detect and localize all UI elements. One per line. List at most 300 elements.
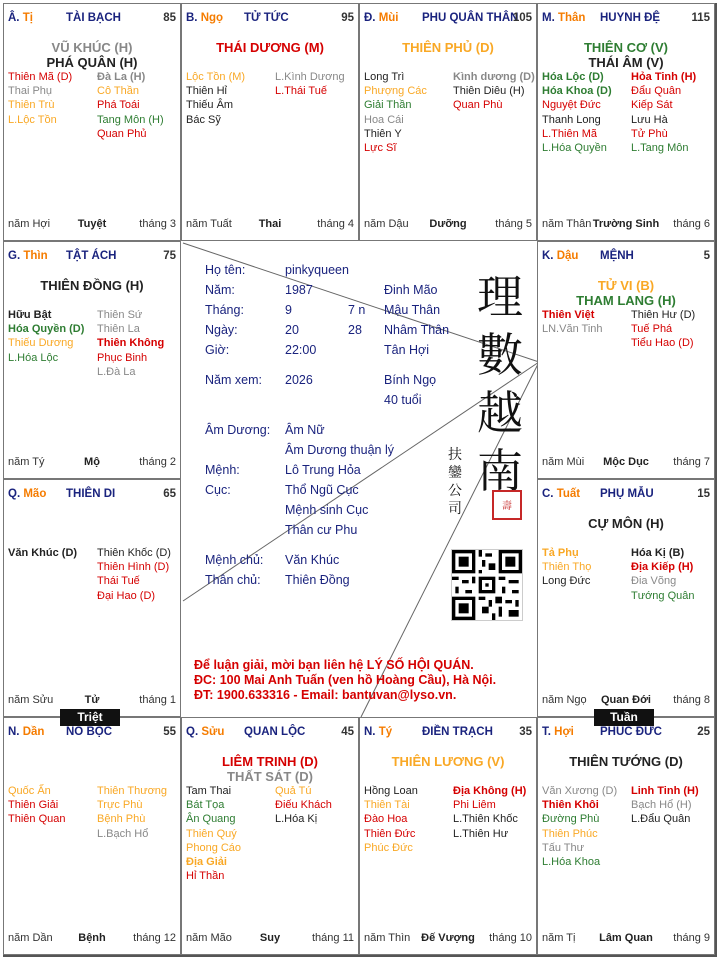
palace-month: tháng 11 bbox=[311, 932, 354, 944]
minor-star: Thanh Long bbox=[542, 113, 601, 126]
palace-dan[interactable] bbox=[3, 717, 181, 955]
minor-stars-left bbox=[542, 784, 617, 869]
minor-stars-right bbox=[453, 784, 526, 841]
view-year-label: Năm xem: bbox=[205, 373, 262, 387]
contact-address: ĐC: 100 Mai Anh Tuấn (ven hồ Hoàng Cầu), Hà Nội. bbox=[194, 673, 497, 687]
minor-star: L.Đà La bbox=[97, 365, 136, 378]
minor-star: Quan Phù bbox=[453, 99, 503, 112]
contact-line-1: Để luận giải, mời bạn liên hệ LÝ SỐ HỘI QUÁN. bbox=[194, 658, 474, 672]
view-year-canchi: Bính Ngọ bbox=[384, 373, 437, 387]
palace-number: 65 bbox=[163, 488, 176, 500]
palace-footer bbox=[542, 932, 710, 946]
palace-year: năm Mão bbox=[186, 932, 232, 944]
minor-star: Phúc Đức bbox=[364, 841, 413, 854]
view-year-value: 2026 bbox=[285, 373, 313, 387]
minor-star: Quốc Ấn bbox=[8, 785, 51, 797]
month-canchi: Mậu Thân bbox=[384, 303, 441, 317]
major-star: THÁI ÂM (V) bbox=[588, 55, 664, 70]
palace-stem: N. Tý bbox=[364, 726, 393, 738]
palace-stem: Â. Tị bbox=[8, 12, 33, 24]
tuan-tag: Tuần bbox=[594, 709, 654, 726]
minor-star: Thiên Thọ bbox=[542, 561, 592, 574]
hour-canchi: Tân Hợi bbox=[384, 343, 430, 357]
minor-star: Thiên La bbox=[97, 323, 140, 336]
than-chu-label: Thân chủ: bbox=[205, 573, 261, 587]
calligraphy-char-2: 數 bbox=[477, 328, 523, 382]
palace-name: THIÊN DI bbox=[66, 488, 116, 500]
minor-star: Hoa Cái bbox=[364, 113, 404, 126]
contact-block bbox=[194, 658, 534, 703]
palace-footer bbox=[542, 694, 710, 708]
major-star: THÁI DƯƠNG (M) bbox=[216, 40, 324, 55]
palace-than[interactable] bbox=[537, 3, 715, 241]
palace-header bbox=[542, 488, 710, 502]
palace-phase: Suy bbox=[259, 932, 281, 944]
minor-stars-right bbox=[97, 70, 164, 141]
minor-star: Phong Cáo bbox=[186, 841, 242, 854]
palace-branch: Thìn bbox=[23, 250, 48, 262]
palace-branch: Tý bbox=[378, 726, 393, 738]
day-canchi: Nhâm Thân bbox=[384, 323, 450, 337]
palace-year: năm Dậu bbox=[364, 218, 409, 230]
palace-footer bbox=[8, 218, 176, 232]
palace-branch: Mùi bbox=[378, 12, 399, 24]
minor-star: Thiên Quan bbox=[8, 813, 66, 826]
minor-star: Lộc Tồn (M) bbox=[186, 71, 246, 83]
palace-ty[interactable] bbox=[3, 3, 181, 241]
palace-name: MỆNH bbox=[600, 250, 634, 262]
palace-name: TÀI BẠCH bbox=[66, 12, 121, 24]
year-canchi: Đinh Mão bbox=[384, 283, 438, 297]
palace-footer bbox=[8, 456, 176, 470]
yin-yang-value: Âm Nữ bbox=[285, 423, 325, 437]
minor-star: Địa Giải bbox=[186, 856, 227, 869]
minor-star: Hóa Lộc (D) bbox=[542, 71, 604, 83]
palace-number: 75 bbox=[163, 250, 176, 262]
minor-star: Thiên Không bbox=[97, 337, 165, 350]
minor-star: Thiên Khốc (D) bbox=[97, 547, 171, 559]
palace-month: tháng 4 bbox=[317, 218, 354, 230]
minor-star: Long Đức bbox=[542, 575, 591, 588]
palace-number: 85 bbox=[163, 12, 176, 24]
palace-dau[interactable] bbox=[537, 241, 715, 479]
palace-branch: Thân bbox=[557, 12, 586, 24]
minor-star: Tuế Phá bbox=[631, 323, 673, 336]
palace-mao[interactable] bbox=[3, 479, 181, 717]
calligraphy-char-1: 理 bbox=[477, 270, 523, 324]
day-value: 20 bbox=[285, 323, 299, 337]
palace-phase: Tử bbox=[84, 694, 100, 706]
minor-stars-right bbox=[631, 784, 699, 827]
minor-stars-right bbox=[275, 784, 332, 827]
palace-year: năm Hợi bbox=[8, 218, 51, 230]
minor-star: Thiên Khôi bbox=[542, 799, 599, 812]
yin-yang-label: Âm Dương: bbox=[205, 423, 271, 437]
palace-header bbox=[186, 12, 354, 26]
minor-stars-left bbox=[364, 70, 427, 155]
minor-star: Đào Hoa bbox=[364, 813, 408, 826]
menh-value: Lô Trung Hỏa bbox=[285, 463, 361, 477]
palace-header bbox=[186, 726, 354, 740]
calligraphy-char-4: 南 bbox=[477, 444, 523, 498]
palace-hoi[interactable] bbox=[537, 717, 715, 955]
minor-star: Thiên Việt bbox=[542, 309, 595, 321]
palace-month: tháng 12 bbox=[133, 932, 176, 944]
palace-month: tháng 6 bbox=[673, 218, 710, 230]
hour-value: 22:00 bbox=[285, 343, 317, 357]
palace-phase: Mộ bbox=[84, 456, 100, 468]
palace-branch: Ngọ bbox=[200, 12, 224, 24]
minor-stars-left bbox=[542, 308, 603, 336]
palace-stem: M. Thân bbox=[542, 12, 586, 24]
minor-stars-right bbox=[97, 784, 167, 841]
palace-branch: Dậu bbox=[556, 250, 579, 262]
minor-star: L.Hóa Kị bbox=[275, 813, 318, 826]
palace-number: 115 bbox=[691, 12, 710, 24]
minor-star: Quả Tú bbox=[275, 785, 312, 797]
palace-name: ĐIỀN TRẠCH bbox=[422, 726, 493, 738]
minor-star: Đại Hao (D) bbox=[97, 589, 156, 602]
minor-star: Quan Phủ bbox=[97, 127, 147, 140]
minor-star: L.Hóa Lộc bbox=[8, 351, 59, 364]
minor-stars-left bbox=[8, 546, 77, 560]
major-star: THIÊN TƯỚNG (D) bbox=[569, 754, 683, 769]
triet-tag: Triệt bbox=[60, 709, 120, 726]
palace-branch: Dần bbox=[22, 726, 45, 738]
minor-star: Hóa Kị (B) bbox=[631, 547, 685, 559]
hour-label: Giờ: bbox=[205, 343, 230, 357]
palace-branch: Mão bbox=[23, 488, 47, 500]
menh-label: Mệnh: bbox=[205, 463, 240, 477]
palace-name: PHÚC ĐỨC bbox=[600, 726, 662, 738]
month-lunar: 7 n bbox=[348, 303, 366, 317]
palace-phase: Trường Sinh bbox=[592, 218, 660, 230]
major-star: THAM LANG (H) bbox=[576, 293, 676, 308]
palace-month: tháng 1 bbox=[139, 694, 176, 706]
palace-stem: B. Ngọ bbox=[186, 12, 224, 24]
menh-chu-value: Văn Khúc bbox=[285, 553, 340, 567]
palace-phase: Thai bbox=[258, 218, 282, 230]
major-star: PHÁ QUÂN (H) bbox=[46, 55, 138, 70]
palace-footer bbox=[8, 694, 176, 708]
minor-stars-left bbox=[364, 784, 418, 855]
major-star: THIÊN CƠ (V) bbox=[583, 40, 669, 55]
minor-star: Phục Binh bbox=[97, 351, 148, 364]
minor-star: Bát Tọa bbox=[186, 799, 225, 812]
minor-star: Hóa Quyền (D) bbox=[8, 323, 85, 336]
minor-stars-right bbox=[631, 546, 695, 603]
palace-header bbox=[8, 12, 176, 26]
palace-header bbox=[8, 726, 176, 740]
palace-year: năm Dần bbox=[8, 932, 53, 944]
minor-star: L.Lộc Tồn bbox=[8, 113, 57, 126]
palace-ngo[interactable] bbox=[181, 3, 359, 241]
minor-stars-left bbox=[8, 308, 84, 365]
major-star: LIÊM TRINH (D) bbox=[221, 754, 319, 769]
palace-header bbox=[8, 250, 176, 264]
palace-phase: Đế Vượng bbox=[421, 932, 475, 944]
name-value: pinkyqueen bbox=[285, 263, 349, 277]
minor-star: Bệnh Phù bbox=[97, 813, 146, 826]
palace-number: 95 bbox=[341, 12, 354, 24]
palace-branch: Tị bbox=[22, 12, 33, 24]
minor-stars-right bbox=[97, 546, 171, 603]
minor-star: Hồng Loan bbox=[364, 785, 418, 797]
palace-name: TẬT ÁCH bbox=[66, 250, 117, 262]
cuc-label: Cục: bbox=[205, 483, 231, 497]
minor-star: Địa Kiếp (H) bbox=[631, 561, 694, 574]
minor-star: Giải Thần bbox=[364, 99, 412, 112]
minor-star: Thiên Giải bbox=[8, 799, 59, 812]
palace-month: tháng 2 bbox=[139, 456, 176, 468]
palace-month: tháng 9 bbox=[673, 932, 710, 944]
year-value: 1987 bbox=[285, 283, 313, 297]
major-star: THIÊN LƯƠNG (V) bbox=[391, 754, 505, 769]
minor-stars-left bbox=[8, 70, 72, 127]
palace-name: HUYNH ĐỆ bbox=[600, 12, 661, 24]
minor-stars-left bbox=[186, 70, 245, 127]
minor-star: Nguyệt Đức bbox=[542, 99, 601, 112]
calligraphy-seal bbox=[470, 268, 530, 500]
palace-tuat[interactable] bbox=[537, 479, 715, 717]
palace-name: PHU QUÂN THÂN bbox=[422, 12, 519, 24]
palace-phase: Mộc Dục bbox=[603, 456, 649, 468]
minor-star: Thiên Hình (D) bbox=[97, 561, 170, 574]
minor-star: Thiên Sứ bbox=[97, 309, 143, 321]
minor-star: L.Thiên Hư bbox=[453, 827, 509, 840]
minor-star: Phượng Các bbox=[364, 85, 427, 98]
palace-header bbox=[542, 12, 710, 26]
palace-footer bbox=[186, 932, 354, 946]
age-value: 40 tuổi bbox=[384, 393, 422, 407]
palace-phase: Quan Đới bbox=[601, 694, 651, 706]
minor-star: Ân Quang bbox=[186, 813, 236, 826]
palace-name: NÔ BỘC bbox=[66, 726, 112, 738]
red-stamp-icon: 壽 bbox=[492, 490, 522, 520]
minor-star: Tấu Thư bbox=[542, 841, 585, 854]
palace-month: tháng 8 bbox=[673, 694, 710, 706]
minor-stars-left bbox=[8, 784, 65, 827]
minor-star: Kình dương (D) bbox=[453, 71, 535, 83]
menh-chu-label: Mệnh chủ: bbox=[205, 553, 264, 567]
minor-star: Văn Khúc (D) bbox=[8, 547, 78, 559]
palace-name: PHỤ MẪU bbox=[600, 488, 654, 500]
palace-footer bbox=[364, 218, 532, 232]
palace-header bbox=[542, 250, 710, 264]
palace-footer bbox=[8, 932, 176, 946]
palace-stem: Đ. Mùi bbox=[364, 12, 399, 24]
minor-star: L.Hóa Khoa bbox=[542, 856, 601, 869]
minor-star: L.Bạch Hổ bbox=[97, 827, 149, 840]
contact-phone-email[interactable]: ĐT: 1900.633316 - Email: bantuvan@lyso.vn. bbox=[194, 688, 457, 702]
palace-stem: Q. Mão bbox=[8, 488, 47, 500]
palace-number: 105 bbox=[512, 12, 532, 24]
minor-star: Tướng Quân bbox=[631, 589, 695, 602]
minor-star: Đà La (H) bbox=[97, 71, 146, 83]
than-cu-value: Thân cư Phu bbox=[285, 523, 358, 537]
minor-star: Trực Phù bbox=[97, 799, 143, 812]
minor-star: Long Trì bbox=[364, 71, 405, 83]
palace-stem: Q. Sửu bbox=[186, 726, 225, 738]
palace-number: 45 bbox=[341, 726, 354, 738]
minor-star: Bạch Hổ (H) bbox=[631, 799, 692, 812]
minor-star: Phi Liêm bbox=[453, 799, 496, 812]
palace-number: 25 bbox=[697, 726, 710, 738]
minor-star: Đia Võng bbox=[631, 575, 677, 588]
palace-number: 15 bbox=[697, 488, 710, 500]
minor-star: Thiên Trù bbox=[8, 99, 55, 112]
minor-star: L.Thiên Khốc bbox=[453, 813, 518, 826]
palace-header bbox=[8, 488, 176, 502]
palace-stem: K. Dậu bbox=[542, 250, 579, 262]
minor-star: L.Tang Môn bbox=[631, 142, 689, 155]
palace-suu[interactable] bbox=[181, 717, 359, 955]
minor-star: Phá Toái bbox=[97, 99, 140, 112]
minor-star: Thiên Đức bbox=[364, 827, 416, 840]
palace-ti[interactable] bbox=[359, 717, 537, 955]
major-star: VŨ KHÚC (H) bbox=[51, 40, 133, 55]
minor-star: Thiên Phúc bbox=[542, 827, 598, 840]
minor-star: Địa Không (H) bbox=[453, 785, 527, 797]
palace-footer bbox=[542, 456, 710, 470]
minor-stars-right bbox=[275, 70, 345, 98]
minor-star: Đẩu Quân bbox=[631, 85, 682, 98]
palace-header bbox=[364, 12, 532, 26]
minor-star: Thiên Thương bbox=[97, 785, 168, 797]
palace-header bbox=[542, 726, 710, 740]
palace-month: tháng 10 bbox=[489, 932, 532, 944]
palace-phase: Dưỡng bbox=[429, 218, 467, 230]
minor-star: Thái Tuế bbox=[97, 575, 140, 588]
palace-number: 55 bbox=[163, 726, 176, 738]
minor-star: Linh Tinh (H) bbox=[631, 785, 699, 797]
minor-star: L.Thái Tuế bbox=[275, 85, 327, 98]
palace-month: tháng 7 bbox=[673, 456, 710, 468]
palace-number: 5 bbox=[703, 250, 710, 262]
minor-star: Thiên Diêu (H) bbox=[453, 85, 525, 98]
minor-star: Hữu Bật bbox=[8, 309, 52, 321]
minor-star: Lực Sĩ bbox=[364, 142, 397, 155]
qr-code-icon[interactable] bbox=[451, 549, 523, 621]
major-star: TỬ VI (B) bbox=[597, 278, 655, 293]
palace-phase: Lâm Quan bbox=[599, 932, 653, 944]
minor-star: Đường Phù bbox=[542, 813, 600, 826]
minor-star: Thiếu Âm bbox=[186, 99, 234, 112]
minor-star: Hóa Khoa (D) bbox=[542, 85, 612, 98]
palace-stem: C. Tuất bbox=[542, 488, 581, 500]
palace-name: QUAN LỘC bbox=[244, 726, 306, 738]
minor-star: Thiên Hư (D) bbox=[631, 309, 696, 321]
minor-star: L.Đẩu Quân bbox=[631, 813, 691, 826]
palace-branch: Sửu bbox=[201, 726, 225, 738]
month-value: 9 bbox=[285, 303, 292, 317]
than-chu-value: Thiên Đồng bbox=[285, 573, 350, 587]
name-label: Họ tên: bbox=[205, 263, 246, 277]
minor-stars-right bbox=[631, 70, 696, 155]
minor-stars-left bbox=[542, 546, 591, 589]
palace-mui[interactable] bbox=[359, 3, 537, 241]
calligraphy-char-3: 越 bbox=[477, 386, 523, 440]
palace-footer bbox=[186, 218, 354, 232]
palace-number: 35 bbox=[519, 726, 532, 738]
minor-star: LN.Văn Tinh bbox=[542, 323, 603, 336]
palace-stem: G. Thìn bbox=[8, 250, 48, 262]
minor-star: Tả Phụ bbox=[542, 547, 579, 559]
major-star: THIÊN ĐỒNG (H) bbox=[40, 278, 144, 293]
cuc-note: Mệnh sinh Cục bbox=[285, 503, 369, 517]
palace-stem: N. Dần bbox=[8, 726, 45, 738]
minor-star: L.Kình Dương bbox=[275, 71, 345, 83]
palace-branch: Tuất bbox=[556, 488, 581, 500]
palace-year: năm Mùi bbox=[542, 456, 585, 468]
minor-star: Thiên Quý bbox=[186, 827, 237, 840]
palace-year: năm Sửu bbox=[8, 694, 54, 706]
palace-footer bbox=[542, 218, 710, 232]
minor-star: Bác Sỹ bbox=[186, 113, 221, 126]
cuc-value: Thổ Ngũ Cục bbox=[285, 483, 359, 497]
minor-star: Thiên Mã (D) bbox=[8, 71, 73, 83]
minor-star: Thiên Tài bbox=[364, 799, 410, 812]
palace-year: năm Thìn bbox=[364, 932, 411, 944]
palace-header bbox=[364, 726, 532, 740]
palace-year: năm Tý bbox=[8, 456, 45, 468]
palace-stem: T. Hợi bbox=[542, 726, 574, 738]
minor-star: Thiếu Dương bbox=[8, 337, 74, 350]
minor-star: Thiên Hỉ bbox=[186, 85, 227, 98]
minor-star: Thiên Y bbox=[364, 127, 402, 140]
minor-star: Tang Môn (H) bbox=[97, 113, 164, 126]
major-star: THIÊN PHỦ (D) bbox=[402, 40, 494, 55]
palace-year: năm Tuất bbox=[186, 218, 232, 230]
minor-star: Kiếp Sát bbox=[631, 99, 673, 112]
major-star: THẤT SÁT (D) bbox=[227, 769, 313, 784]
minor-star: Tiểu Hao (D) bbox=[631, 337, 694, 350]
minor-star: Hỉ Thần bbox=[186, 870, 225, 883]
palace-month: tháng 3 bbox=[139, 218, 176, 230]
day-label: Ngày: bbox=[205, 323, 238, 337]
palace-year: năm Ngọ bbox=[542, 694, 587, 706]
palace-year: năm Thân bbox=[542, 218, 592, 230]
minor-star: Tử Phù bbox=[631, 127, 668, 140]
major-star: CỰ MÔN (H) bbox=[588, 516, 664, 531]
year-label: Năm: bbox=[205, 283, 235, 297]
seal-side-text: 扶鑾公司 bbox=[448, 447, 462, 517]
minor-star: L.Thiên Mã bbox=[542, 127, 598, 140]
palace-phase: Tuyệt bbox=[77, 218, 107, 230]
palace-phase: Bệnh bbox=[78, 932, 106, 944]
minor-stars-left bbox=[186, 784, 241, 883]
palace-branch: Hợi bbox=[554, 726, 574, 738]
day-lunar: 28 bbox=[348, 323, 362, 337]
palace-month: tháng 5 bbox=[495, 218, 532, 230]
minor-star: L.Hóa Quyền bbox=[542, 142, 607, 155]
minor-stars-right bbox=[453, 70, 535, 113]
palace-footer bbox=[364, 932, 532, 946]
palace-thin[interactable] bbox=[3, 241, 181, 479]
palace-name: TỬ TỨC bbox=[244, 12, 289, 24]
minor-stars-right bbox=[631, 308, 695, 351]
yin-yang-note: Âm Dương thuận lý bbox=[285, 443, 394, 457]
minor-stars-left bbox=[542, 70, 612, 155]
palace-year: năm Tị bbox=[542, 932, 576, 944]
minor-star: Văn Xương (D) bbox=[542, 785, 618, 797]
minor-star: Cô Thần bbox=[97, 85, 139, 98]
minor-stars-right bbox=[97, 308, 164, 379]
minor-star: Điếu Khách bbox=[275, 799, 332, 812]
month-label: Tháng: bbox=[205, 303, 244, 317]
minor-star: Lưu Hà bbox=[631, 113, 668, 126]
minor-star: Hỏa Tinh (H) bbox=[631, 71, 697, 83]
